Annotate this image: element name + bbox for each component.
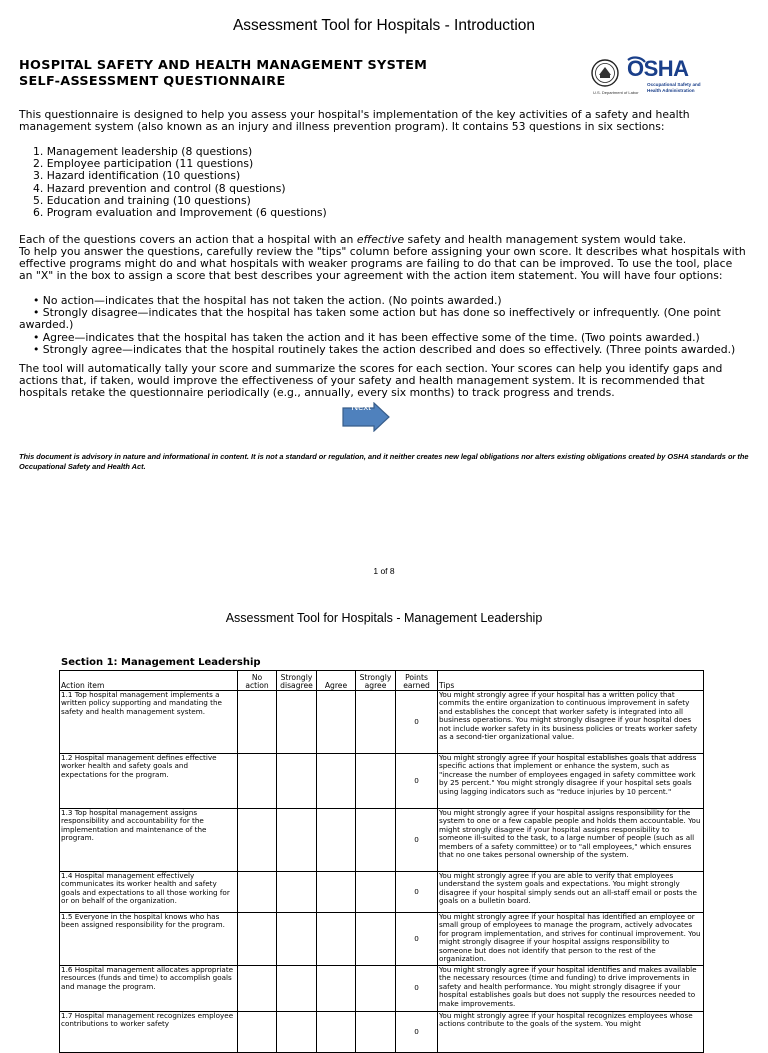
- action-item-cell: 1.7 Hospital management recognizes employee contributions to worker safety: [60, 1012, 238, 1053]
- points-earned-cell: 0: [396, 872, 438, 913]
- page-title: Assessment Tool for Hospitals - Introduction: [232, 17, 536, 34]
- sections-list: [33, 146, 327, 219]
- options-list: [19, 295, 749, 356]
- next-button-label: Next: [351, 402, 371, 413]
- points-earned-cell: 0: [396, 913, 438, 966]
- list-item: • Agree—indicates that the hospital has taken the action and it has been effective some of the time. (Two points awarded.): [33, 330, 700, 344]
- tally-paragraph: The tool will automatically tally your score and summarize the scores for each section. Your scores can help you identify gaps and actions that, if taken, would improve the effectiveness of your safety and health management system. It is recommended that hospitals retake the questionnaire periodically (e.g., annually, every six months) to track progress and trends.: [19, 362, 723, 400]
- dol-label: U.S. Department of Labor: [593, 90, 639, 95]
- list-item: 3. Hazard identification (10 questions): [33, 169, 241, 183]
- action-item-cell: 1.6 Hospital management allocates appropriate resources (funds and time) to accomplish goals and manage the program.: [60, 966, 238, 1012]
- strongly-disagree-box[interactable]: [277, 809, 317, 872]
- tips-cell: You might strongly agree if you are able to verify that employees understand the system goals and expectations. You might strongly disagree if your hospital simply sends out an all-staff email or posts the goals on a bulletin board.: [438, 872, 704, 913]
- covers-paragraph: Each of the questions covers an action that a hospital with an effective safety and health management system would take.: [19, 233, 687, 246]
- list-item: 1. Management leadership (8 questions): [33, 145, 253, 158]
- column-header-points-earned: Points earned: [396, 671, 438, 691]
- strongly-agree-box[interactable]: [356, 872, 396, 913]
- strongly-agree-box[interactable]: [356, 691, 396, 754]
- agree-box[interactable]: [317, 1012, 356, 1053]
- tips-cell: You might strongly agree if your hospital has a written policy that commits the entire organization to continuous improvement in safety and establishes the concept that worker safety is integrated into all business operations. You might strongly disagree if your hospital does not include worker safety in its business policies or treats worker safety as a second-tier organizational value.: [438, 691, 704, 754]
- agree-box[interactable]: [317, 966, 356, 1012]
- column-header-strongly-disagree: Strongly disagree: [277, 671, 317, 691]
- no-action-box[interactable]: [238, 1012, 277, 1053]
- questionnaire-heading: HOSPITAL SAFETY AND HEALTH MANAGEMENT SYSTEM SELF-ASSESSMENT QUESTIONNAIRE: [19, 58, 428, 89]
- strongly-disagree-box[interactable]: [277, 754, 317, 809]
- action-item-cell: 1.2 Hospital management defines effective worker health and safety goals and expectations for the program.: [60, 754, 238, 809]
- no-action-box[interactable]: [238, 754, 277, 809]
- list-item: 6. Program evaluation and Improvement (6 questions): [33, 206, 327, 220]
- page-title: Assessment Tool for Hospitals - Management Leadership: [225, 611, 543, 625]
- agree-box[interactable]: [317, 913, 356, 966]
- no-action-box[interactable]: [238, 809, 277, 872]
- agree-box[interactable]: [317, 691, 356, 754]
- page-number: 1 of 8: [373, 566, 395, 576]
- osha-logo: [591, 54, 711, 98]
- agree-box[interactable]: [317, 754, 356, 809]
- strongly-agree-box[interactable]: [356, 966, 396, 1012]
- table-row: [60, 754, 704, 809]
- strongly-agree-box[interactable]: [356, 913, 396, 966]
- howto-paragraph: To help you answer the questions, carefully review the "tips" column before assigning your own score. It describes what hospitals with effective programs might do and what hospitals with weaker programs are failing to do that can be improved. To use the tool, place an "X" in the box to assign a score that best describes your agreement with the action item statement. You will have four options:: [19, 245, 746, 283]
- column-header-no-action: No action: [238, 671, 277, 691]
- no-action-box[interactable]: [238, 872, 277, 913]
- no-action-box[interactable]: [238, 691, 277, 754]
- list-item: • Strongly agree—indicates that the hospital routinely takes the action described and does so effectively. (Three points awarded.): [33, 342, 736, 356]
- strongly-agree-box[interactable]: [356, 1012, 396, 1053]
- tips-cell: You might strongly agree if your hospital recognizes employees whose actions contribute to the goals of the system. You might: [438, 1012, 704, 1053]
- action-item-cell: 1.1 Top hospital management implements a written policy supporting and mandating the safety and health management system.: [60, 691, 238, 754]
- table-row: [60, 1012, 704, 1053]
- next-button[interactable]: [342, 402, 390, 432]
- column-header-action-item: Action item: [60, 671, 238, 691]
- emphasis: effective: [356, 233, 405, 246]
- tips-cell: You might strongly agree if your hospital has identified an employee or small group of employees to manage the program, actively advocates for program implementation, and strives for continual improvement. You might strongly disagree if your hospital assigns responsibility to someone but does not identify that person to the rest of the organization.: [438, 913, 704, 966]
- osha-agency-name: Occupational Safety and Health Administration: [647, 82, 701, 93]
- points-earned-cell: 0: [396, 1012, 438, 1053]
- points-earned-cell: 0: [396, 966, 438, 1012]
- list-item: 4. Hazard prevention and control (8 questions): [33, 181, 286, 195]
- osha-wordmark: OSHA: [627, 56, 689, 81]
- action-item-cell: 1.3 Top hospital management assigns responsibility and accountability for the implementation and maintenance of the program.: [60, 809, 238, 872]
- strongly-disagree-box[interactable]: [277, 1012, 317, 1053]
- list-item: • No action—indicates that the hospital has not taken the action. (No points awarded.): [33, 294, 502, 307]
- points-earned-cell: 0: [396, 754, 438, 809]
- no-action-box[interactable]: [238, 966, 277, 1012]
- strongly-disagree-box[interactable]: [277, 966, 317, 1012]
- no-action-box[interactable]: [238, 913, 277, 966]
- column-header-strongly-agree: Strongly agree: [356, 671, 396, 691]
- table-row: [60, 691, 704, 754]
- strongly-agree-box[interactable]: [356, 809, 396, 872]
- points-earned-cell: 0: [396, 809, 438, 872]
- list-item: 2. Employee participation (11 questions): [33, 157, 254, 171]
- agree-box[interactable]: [317, 872, 356, 913]
- tips-cell: You might strongly agree if your hospital identifies and makes available the necessary resources (time and funding) to drive improvements in safety and health performance. You might strongly disagree if your hospital establishes goals but does not supply the resources needed to make improvements.: [438, 966, 704, 1012]
- strongly-disagree-box[interactable]: [277, 872, 317, 913]
- intro-paragraph: This questionnaire is designed to help you assess your hospital's implementation of the key activities of a safety and health management system (also known as an injury and illness prevention program). It contains 53 questions in six sections:: [19, 108, 690, 134]
- action-item-cell: 1.4 Hospital management effectively communicates its worker health and safety goals and expectations to all those working for or on behalf of the organization.: [60, 872, 238, 913]
- table-row: [60, 913, 704, 966]
- tips-cell: You might strongly agree if your hospital establishes goals that address specific actions that implement or enhance the system, such as "increase the number of employees engaged in safety committee work by 25 percent." You might strongly disagree if your hospital sets goals using lagging indicators such as "reduce injuries by 10 percent.": [438, 754, 704, 809]
- strongly-disagree-box[interactable]: [277, 691, 317, 754]
- points-earned-cell: 0: [396, 691, 438, 754]
- list-item: 5. Education and training (10 questions): [33, 193, 251, 207]
- action-item-cell: 1.5 Everyone in the hospital knows who has been assigned responsibility for the program.: [60, 913, 238, 966]
- list-item: • Strongly disagree—indicates that the hospital has taken some action but has done so ineffectively or infrequently. (One point awarded.): [19, 306, 721, 332]
- column-header-agree: Agree: [317, 671, 356, 691]
- section-title: Section 1: Management Leadership: [61, 657, 261, 668]
- table-row: [60, 872, 704, 913]
- table-row: [60, 966, 704, 1012]
- table-row: [60, 809, 704, 872]
- strongly-disagree-box[interactable]: [277, 913, 317, 966]
- agree-box[interactable]: [317, 809, 356, 872]
- column-header-tips: Tips: [438, 671, 704, 691]
- disclaimer: This document is advisory in nature and informational in content. It is not a standard or regulation, and it neither creates new legal obligations nor alters existing obligations created by OSHA standards or the Occupational Safety and Health Act.: [19, 452, 749, 471]
- strongly-agree-box[interactable]: [356, 754, 396, 809]
- assessment-table: [59, 670, 704, 1053]
- tips-cell: You might strongly agree if your hospital assigns responsibility for the system to one or a few capable people and holds them accountable. You might strongly disagree if your hospital assigns responsibility to someone ill-suited to the task, to a large number of people (such as all members of a safety committee) or to "all employees," which ensures that no one takes personal ownership of the system.: [438, 809, 704, 872]
